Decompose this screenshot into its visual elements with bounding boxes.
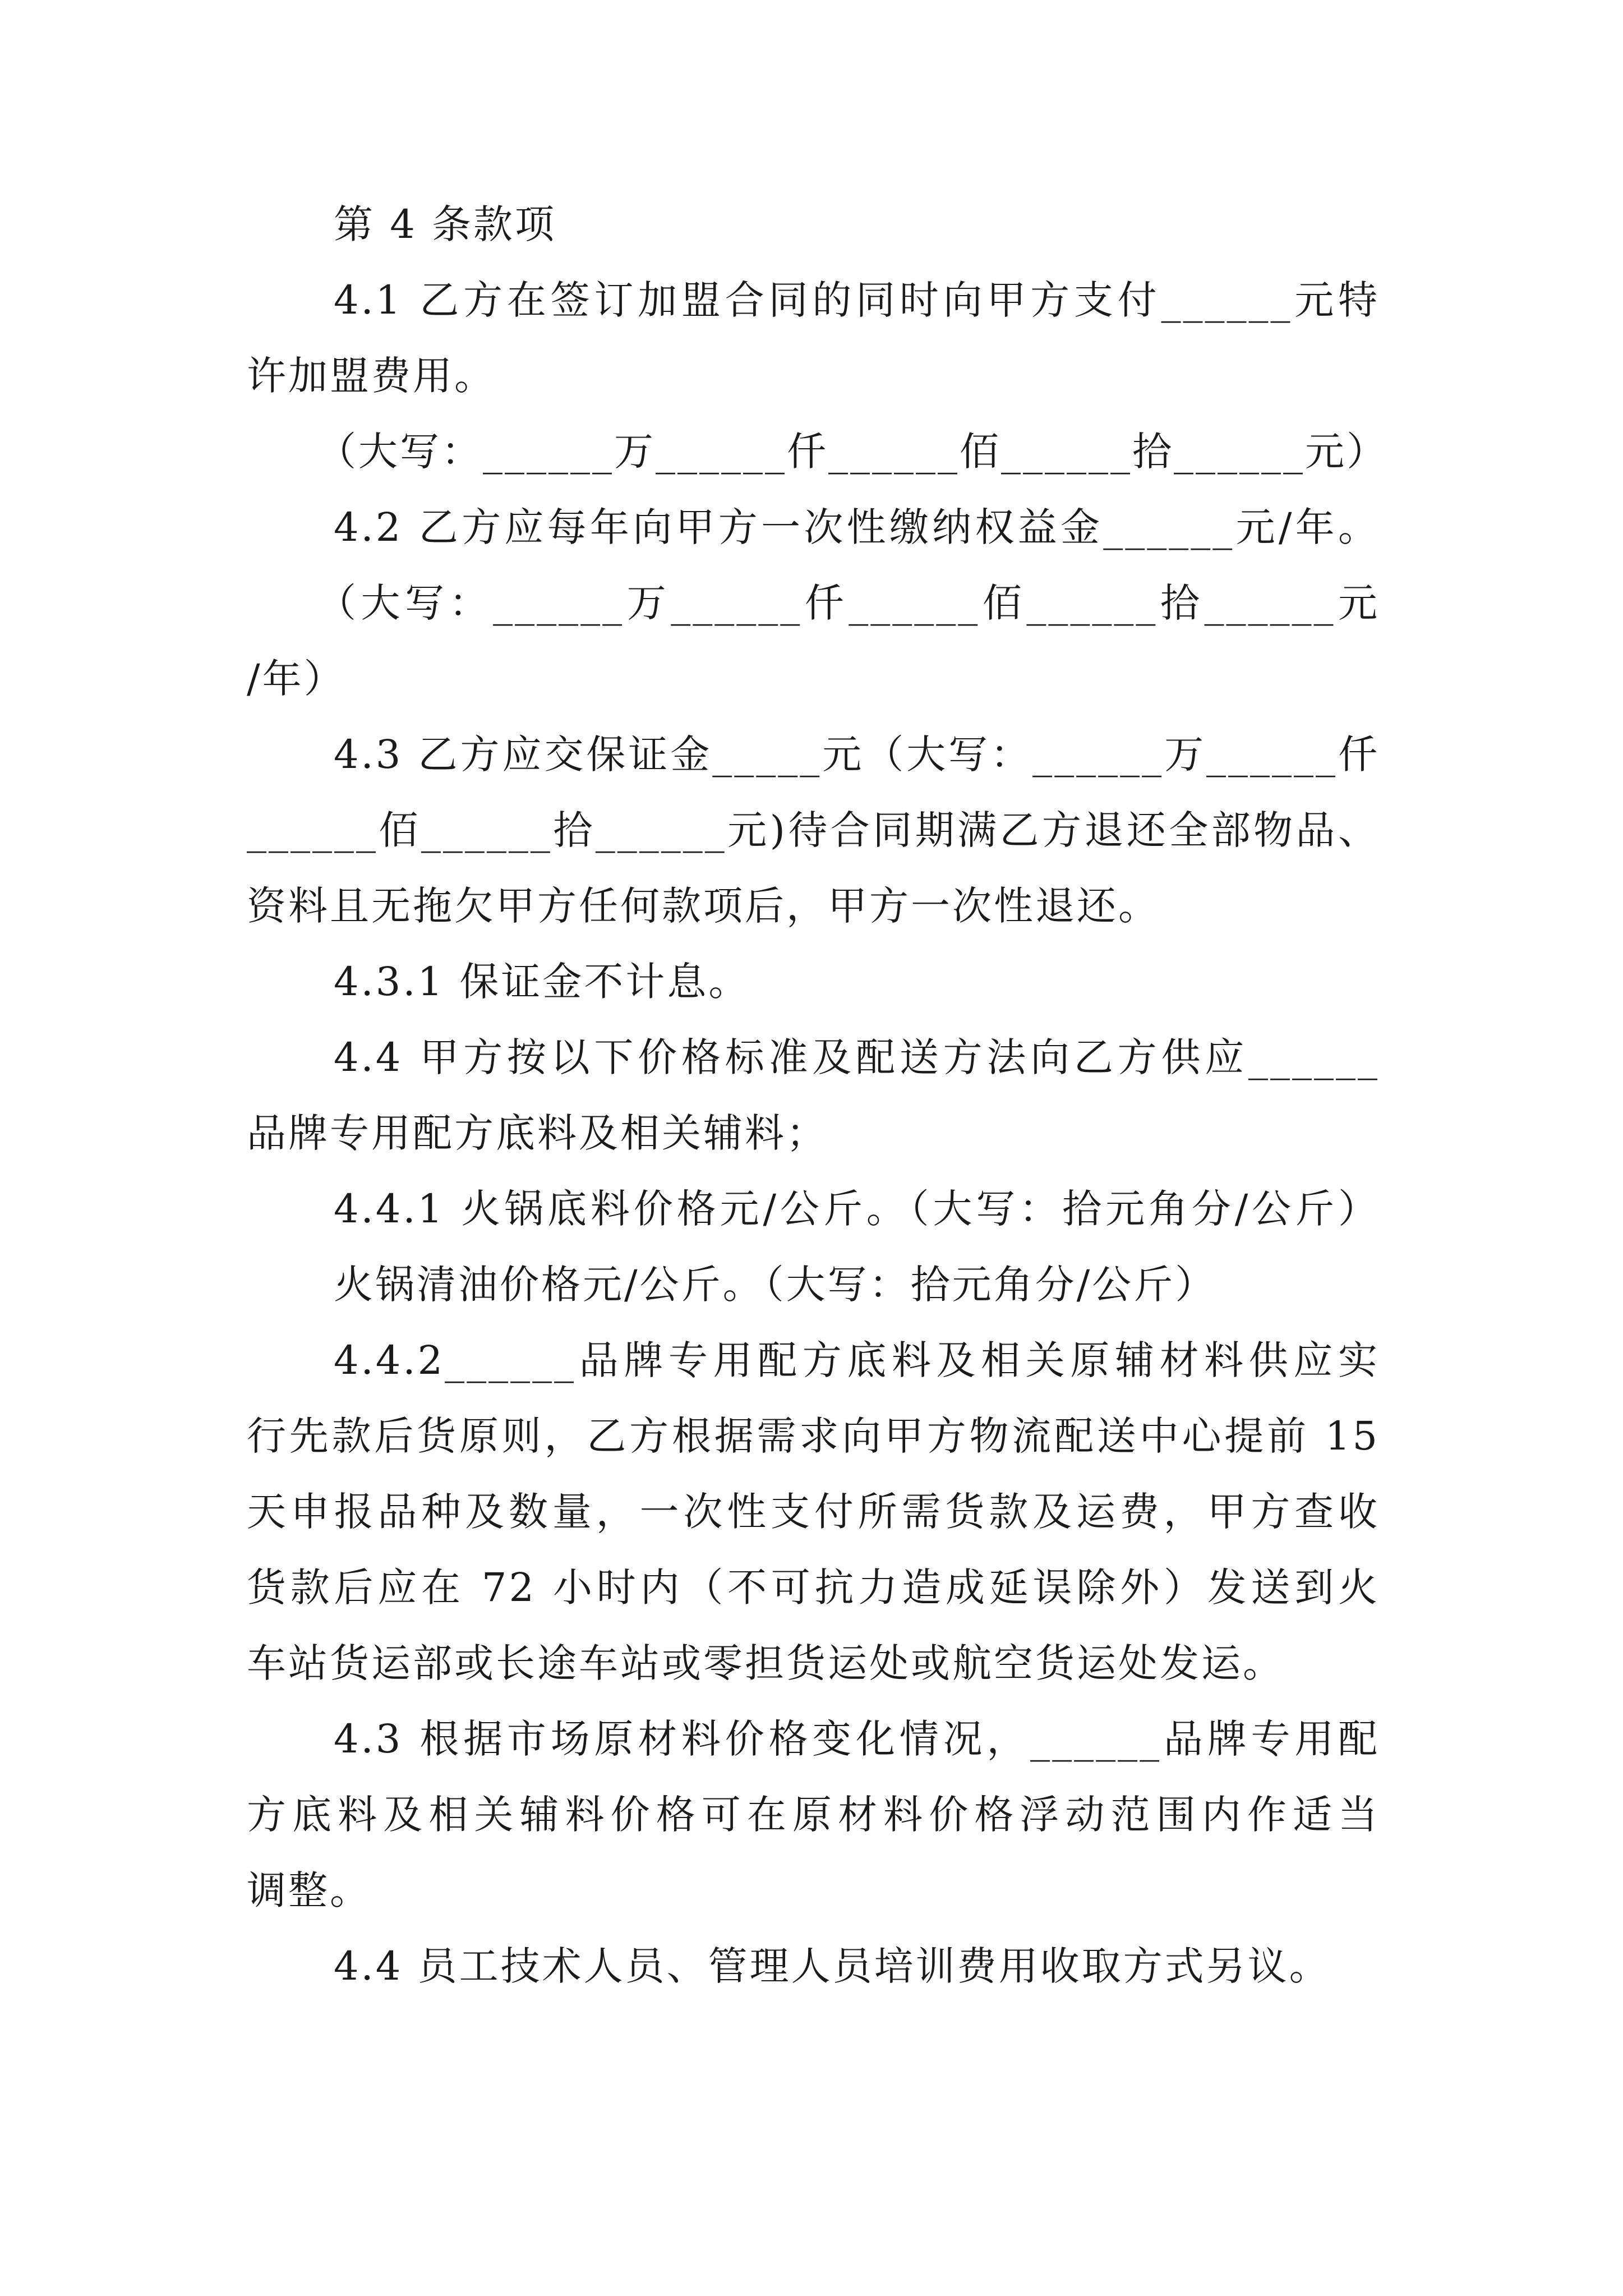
clause-4-4-2-line-2: 行先款后货原则，乙方根据需求向甲方物流配送中心提前 15 — [247, 1413, 1380, 1459]
clause-4-4-1-line-1: 4.4.1 火锅底料价格元/公斤。（大写：拾元角分/公斤） — [334, 1186, 1380, 1232]
clause-4-3-line-1: 4.3 乙方应交保证金_____元（大写：______万______仟 — [334, 731, 1380, 777]
clause-4-4-2-line-4: 货款后应在 72 小时内（不可抗力造成延误除外）发送到火 — [247, 1565, 1380, 1611]
clause-4-3-line-3: 资料且无拖欠甲方任何款项后，甲方一次性退还。 — [247, 883, 1160, 929]
clause-4-4-line-1: 4.4 甲方按以下价格标准及配送方法向乙方供应______ — [334, 1034, 1380, 1080]
clause-4-4-1-line-2: 火锅清油价格元/公斤。（大写：拾元角分/公斤） — [334, 1262, 1217, 1308]
clause-4-4b: 4.4 员工技术人员、管理人员培训费用收取方式另议。 — [334, 1943, 1331, 1989]
clause-4-3b-line-1: 4.3 根据市场原材料价格变化情况，______品牌专用配 — [334, 1716, 1380, 1762]
clause-4-3-1: 4.3.1 保证金不计息。 — [334, 959, 750, 1005]
clause-4-4-2-line-5: 车站货运部或长途车站或零担货运处或航空货运处发运。 — [247, 1640, 1284, 1686]
clause-4-3b-line-3: 调整。 — [247, 1867, 371, 1913]
clause-4-2-line-1: 4.2 乙方应每年向甲方一次性缴纳权益金______元/年。 — [334, 504, 1380, 550]
clause-4-1-line-1: 4.1 乙方在签订加盟合同的同时向甲方支付______元特 — [334, 277, 1380, 323]
clause-4-1-capital-amount: （大写：______万______仟______佰______拾______元） — [317, 429, 1388, 475]
clause-4-2-capital-amount: （大写：______万______仟______佰______拾______元 — [317, 580, 1380, 626]
clause-4-2-line-3: /年） — [247, 656, 345, 702]
clause-4-3-line-2: ______佰______拾______元)待合同期满乙方退还全部物品、 — [247, 807, 1380, 853]
clause-4-3b-line-2: 方底料及相关辅料价格可在原材料价格浮动范围内作适当 — [247, 1792, 1380, 1838]
clause-heading: 第 4 条款项 — [334, 201, 557, 247]
clause-4-4-2-line-1: 4.4.2______品牌专用配方底料及相关原辅材料供应实 — [334, 1337, 1380, 1383]
clause-4-1-line-2: 许加盟费用。 — [247, 353, 496, 399]
clause-4-4-line-2: 品牌专用配方底料及相关辅料； — [247, 1110, 828, 1156]
clause-4-4-2-line-3: 天申报品种及数量，一次性支付所需货款及运费，甲方查收 — [247, 1489, 1380, 1535]
